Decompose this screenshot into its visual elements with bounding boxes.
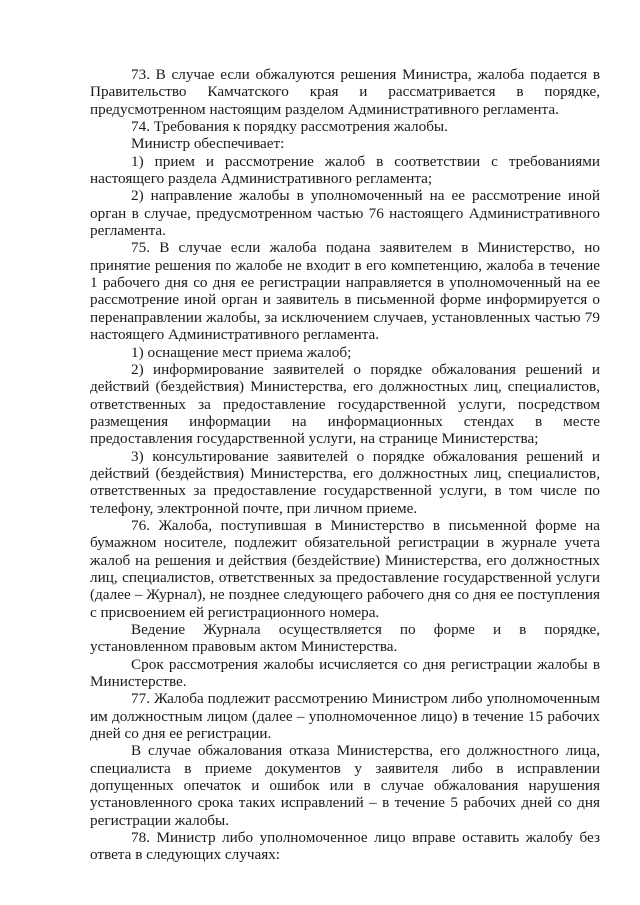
paragraph-term: Срок рассмотрения жалобы исчисляется со дня регистрации жалобы в Министерстве.: [90, 655, 600, 691]
list-item-3-consulting: 3) консультирование заявителей о порядке обжалования решений и действий (бездействия) Министерства, его должностных лиц, специалистов, ответственных за предоставление государственной услуги, в том числе по телефону, электронной почте, при личном приеме.: [90, 447, 600, 517]
paragraph-appeal-refusal: В случае обжалования отказа Министерства, его должностного лица, специалиста в приеме документов у заявителя либо в исправлении допущенных опечаток и ошибок или в случае обжалования нарушения установленного срока таких исправлений – в течение 5 рабочих дней со дня регистрации жалобы.: [90, 742, 600, 829]
paragraph-journal: Ведение Журнала осуществляется по форме и в порядке, установленном правовым актом Министерства.: [90, 621, 600, 656]
paragraph-73: 73. В случае если обжалуются решения Министра, жалоба подается в Правительство Камчатского края и рассматривается в порядке, предусмотренном настоящим разделом Административного регламента.: [90, 66, 600, 118]
list-item-1: 1) прием и рассмотрение жалоб в соответствии с требованиями настоящего раздела Административного регламента;: [90, 152, 600, 188]
list-item-2-informing: 2) информирование заявителей о порядке обжалования решений и действий (бездействия) Министерства, его должностных лиц, специалистов, ответственных за предоставление государственной услуги, посредством размещения информации на информационных стендах в месте предоставления государственной услуги, на странице Министерства;: [90, 360, 600, 448]
list-item-2: 2) направление жалобы в уполномоченный на ее рассмотрение иной орган в случае, предусмотренном частью 76 настоящего Административного регламента.: [90, 187, 600, 240]
paragraph-minister-provides: Министр обеспечивает:: [131, 135, 285, 153]
paragraph-75: 75. В случае если жалоба подана заявителем в Министерство, но принятие решения по жалобе не входит в его компетенцию, жалоба в течение 1 рабочего дня со дня ее регистрации направляется в уполномоченный на ее рассмотрение иной орган и заявитель в письменной форме информируется о перенаправлении жалобы, за исключением случаев, установленных частью 79 настоящего Административного регламента.: [90, 239, 600, 344]
paragraph-77: 77. Жалоба подлежит рассмотрению Министром либо уполномоченным им должностным лицом (далее – уполномоченное лицо) в течение 15 рабочих дней со дня ее регистрации.: [90, 690, 600, 743]
list-item-1-equipment: 1) оснащение мест приема жалоб;: [131, 343, 352, 361]
paragraph-76: 76. Жалоба, поступившая в Министерство в письменной форме на бумажном носителе, подлежит обязательной регистрации в журнале учета жалоб на решения и действия (бездействие) Министерства, его должностных лиц, специалистов, ответственных за предоставление государственной услуги (далее – Журнал), не позднее следующего рабочего дня со дня ее поступления с присвоением ей регистрационного номера.: [90, 516, 600, 621]
paragraph-74: 74. Требования к порядку рассмотрения жалобы.: [131, 118, 448, 136]
paragraph-78: 78. Министр либо уполномоченное лицо вправе оставить жалобу без ответа в следующих случаях:: [90, 829, 600, 864]
